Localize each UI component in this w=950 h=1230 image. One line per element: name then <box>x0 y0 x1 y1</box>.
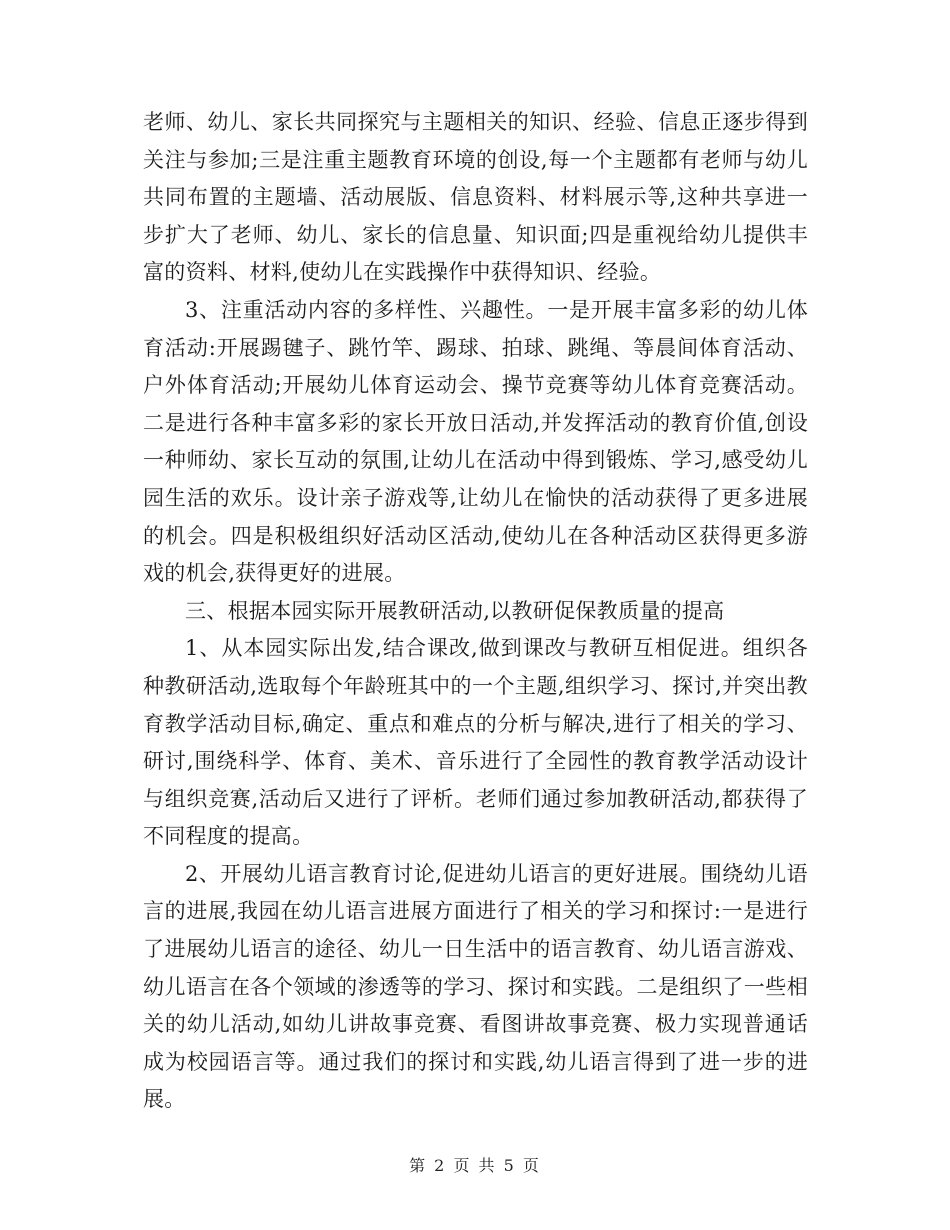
paragraph-language-education: 2、开展幼儿语言教育讨论,促进幼儿语言的更好进展。围绕幼儿语言的进展,我园在幼儿语言进展方面进行了相关的学习和探讨:一是进行了进展幼儿语言的途径、幼儿一日生活中的语言教育、幼儿语言游戏、幼儿语言在各个领域的渗透等的学习、探讨和实践。二是组织了一些相关的幼儿活动,如幼儿讲故事竞赛、看图讲故事竞赛、极力实现普通话成为校园语言等。通过我们的探讨和实践,幼儿语言得到了进一步的进展。 <box>143 861 808 1112</box>
paragraph-activity-diversity: 3、注重活动内容的多样性、兴趣性。一是开展丰富多彩的幼儿体育活动:开展踢毽子、跳竹竿、踢球、拍球、跳绳、等晨间体育活动、户外体育活动;开展幼儿体育运动会、操节竞赛等幼儿体育竞赛活动。二是进行各种丰富多彩的家长开放日活动,并发挥活动的教育价值,创设一种师幼、家长互动的氛围,让幼儿在活动中得到锻炼、学习,感受幼儿园生活的欢乐。设计亲子游戏等,让幼儿在愉快的活动获得了更多进展的机会。四是积极组织好活动区活动,使幼儿在各种活动区获得更多游戏的机会,获得更好的进展。 <box>143 297 808 586</box>
page-number-footer: 第 2 页 共 5 页 <box>409 1156 541 1175</box>
paragraph-continuation: 老师、幼儿、家长共同探究与主题相关的知识、经验、信息正逐步得到关注与参加;三是注重主题教育环境的创设,每一个主题都有老师与幼儿共同布置的主题墙、活动展版、信息资料、材料展示等,这种共享进一步扩大了老师、幼儿、家长的信息量、知识面;四是重视给幼儿提供丰富的资料、材料,使幼儿在实践操作中获得知识、经验。 <box>143 110 808 285</box>
document-body <box>143 104 808 1119</box>
paragraph-curriculum-research: 1、从本园实际出发,结合课改,做到课改与教研互相促进。组织各种教研活动,选取每个年龄班其中的一个主题,组织学习、探讨,并突出教育教学活动目标,确定、重点和难点的分析与解决,进行了相关的学习、研讨,围绕科学、体育、美术、音乐进行了全园性的教育教学活动设计与组织竞赛,活动后又进行了评析。老师们通过参加教研活动,都获得了不同程度的提高。 <box>143 636 808 849</box>
section-heading-research: 三、根据本园实际开展教研活动,以教研促保教质量的提高 <box>185 598 725 623</box>
